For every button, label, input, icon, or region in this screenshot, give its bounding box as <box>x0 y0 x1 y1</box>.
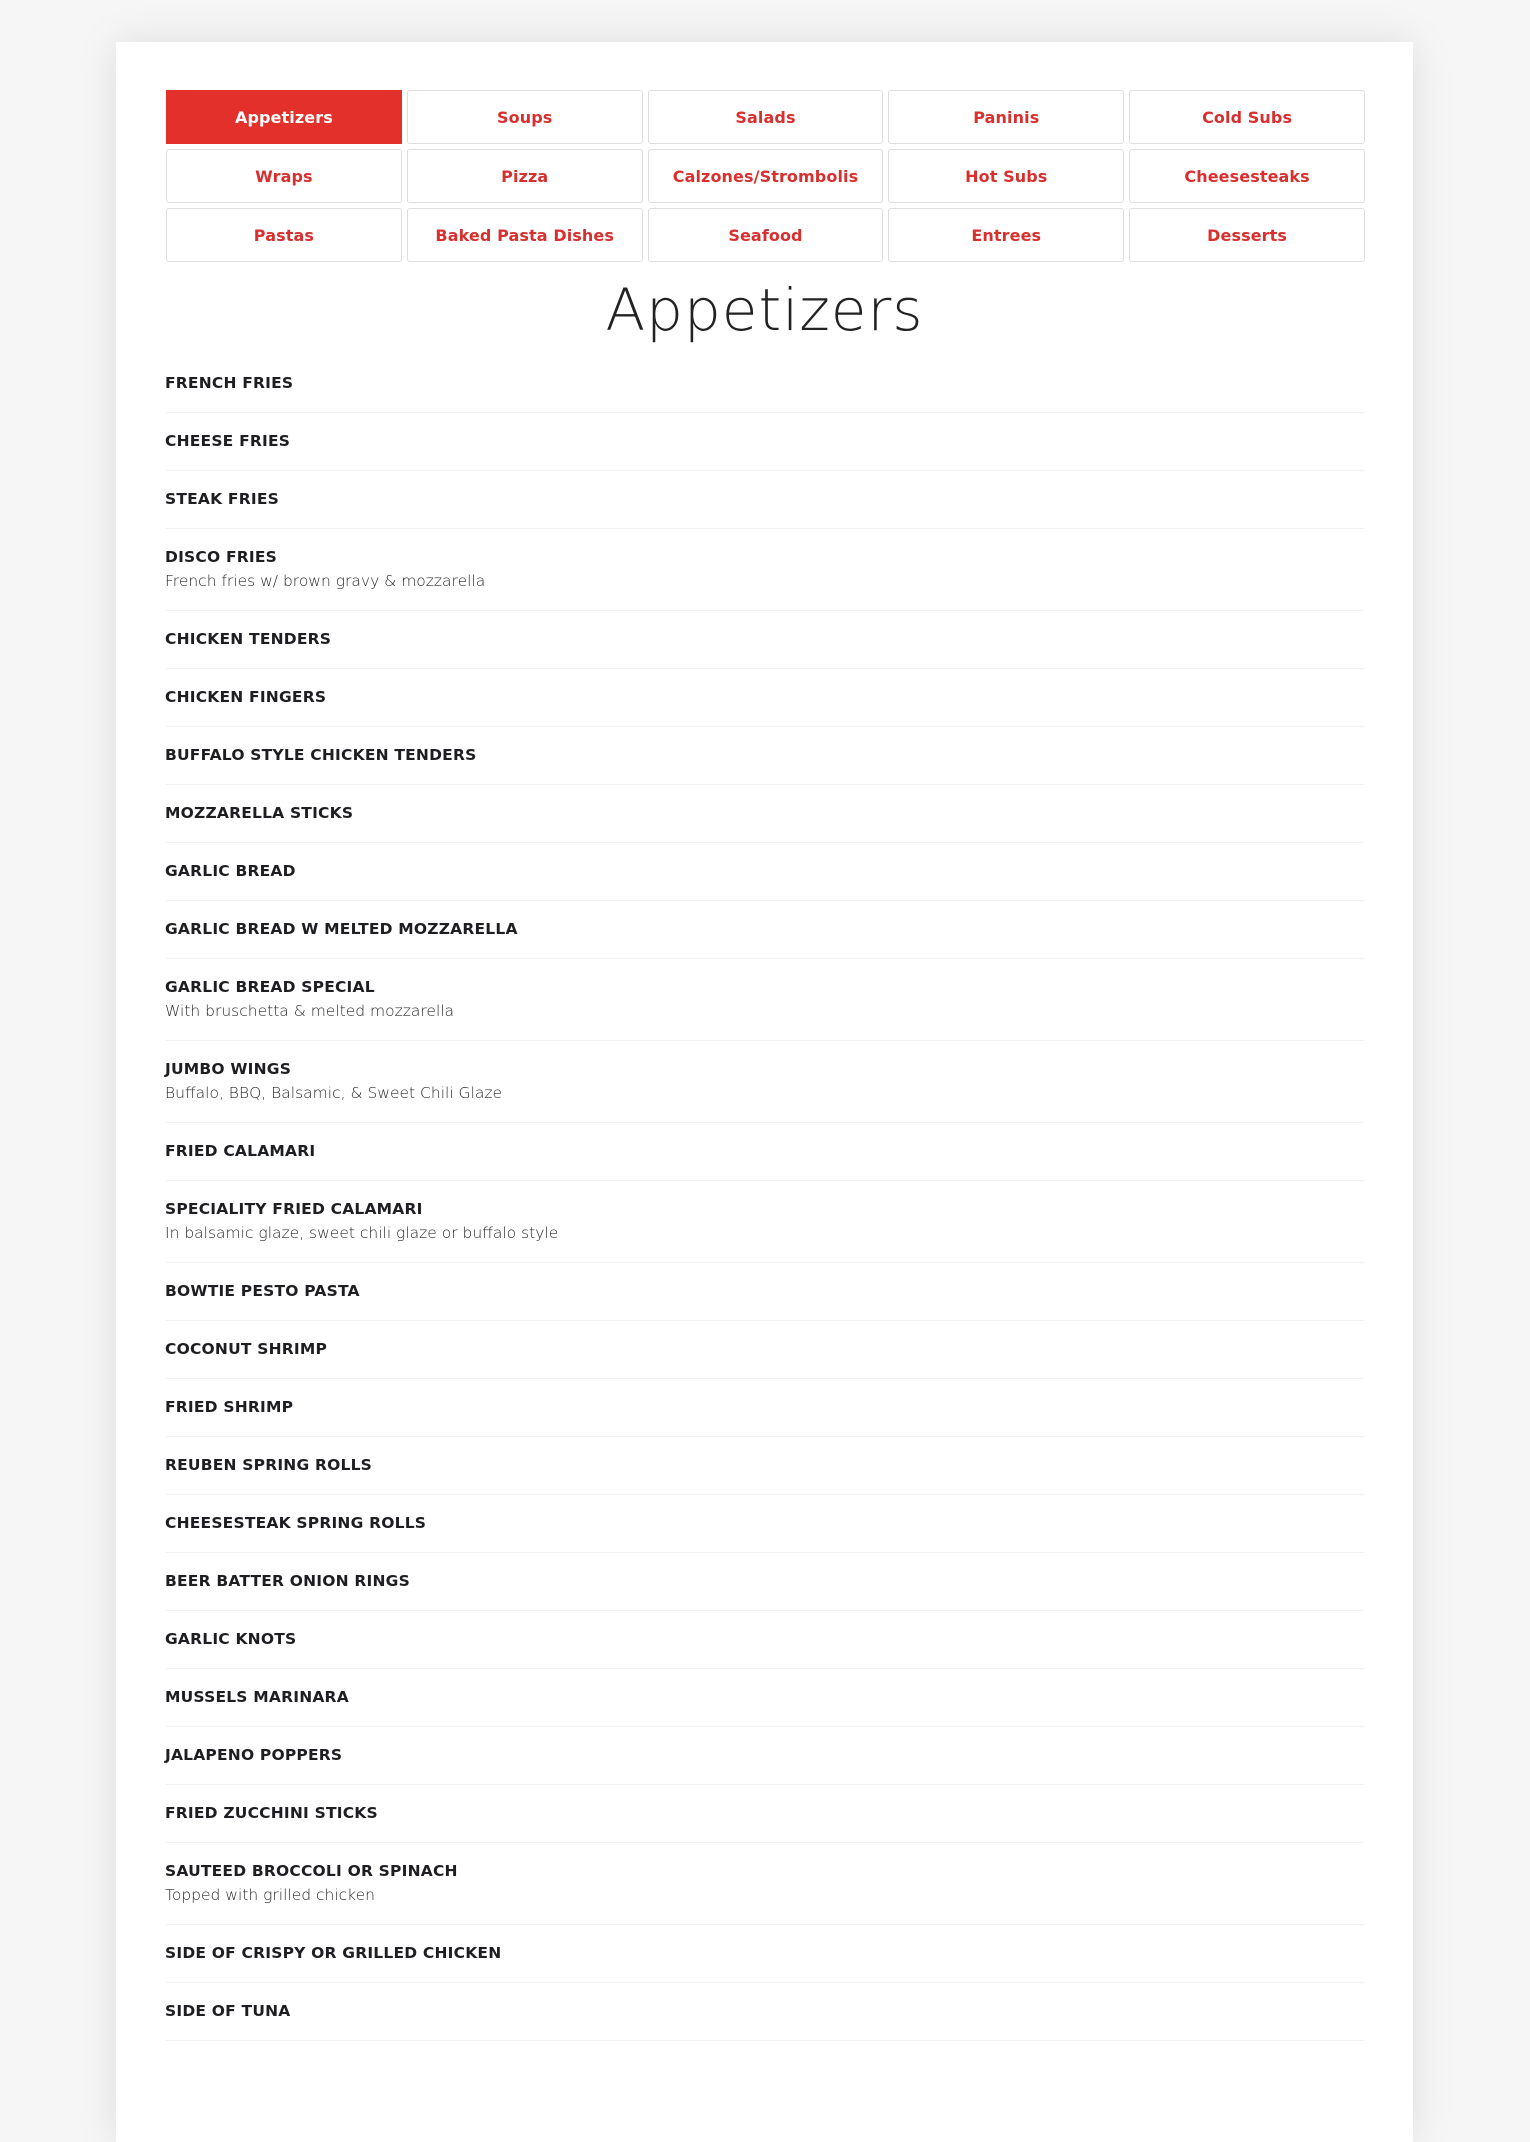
menu-item-description: With bruschetta & melted mozzarella <box>165 1002 455 1020</box>
menu-item-description: Buffalo, BBQ, Balsamic, & Sweet Chili Glaze <box>165 1084 503 1102</box>
menu-item <box>165 785 1364 843</box>
category-tab-entrees[interactable]: Entrees <box>888 208 1124 262</box>
menu-item <box>165 669 1364 727</box>
menu-item <box>165 1727 1364 1785</box>
section-title: Appetizers <box>605 276 924 344</box>
menu-item-name: CHICKEN TENDERS <box>165 630 332 648</box>
menu-item <box>165 529 1364 611</box>
menu-item-name: GARLIC BREAD W MELTED MOZZARELLA <box>165 920 518 938</box>
menu-item-name: GARLIC BREAD SPECIAL <box>165 978 375 996</box>
menu-item-description: French fries w/ brown gravy & mozzarella <box>165 572 486 590</box>
menu-item-description: Topped with grilled chicken <box>165 1886 375 1904</box>
menu-item-name: DISCO FRIES <box>165 548 277 566</box>
menu-item-name: JALAPENO POPPERS <box>165 1746 343 1764</box>
menu-item-name: GARLIC BREAD <box>165 862 296 880</box>
menu-item <box>165 727 1364 785</box>
category-tab-seafood[interactable]: Seafood <box>648 208 884 262</box>
menu-item <box>165 1123 1364 1181</box>
menu-item <box>165 1495 1364 1553</box>
category-tab-hot-subs[interactable]: Hot Subs <box>888 149 1124 203</box>
category-tab-cheesesteaks[interactable]: Cheesesteaks <box>1129 149 1365 203</box>
menu-item <box>165 355 1364 413</box>
menu-item <box>165 413 1364 471</box>
menu-item-name: REUBEN SPRING ROLLS <box>165 1456 373 1474</box>
menu-item-name: CHICKEN FINGERS <box>165 688 327 706</box>
menu-item-list <box>165 355 1364 2041</box>
menu-item-name: CHEESE FRIES <box>165 432 291 450</box>
menu-item <box>165 1041 1364 1123</box>
menu-item-name: SIDE OF CRISPY OR GRILLED CHICKEN <box>165 1944 502 1962</box>
category-tab-cold-subs[interactable]: Cold Subs <box>1129 90 1365 144</box>
menu-item-name: MUSSELS MARINARA <box>165 1688 349 1706</box>
menu-item-name: STEAK FRIES <box>165 490 279 508</box>
category-tab-salads[interactable]: Salads <box>648 90 884 144</box>
menu-item <box>165 901 1364 959</box>
menu-item <box>165 1379 1364 1437</box>
menu-item <box>165 1553 1364 1611</box>
category-tab-paninis[interactable]: Paninis <box>888 90 1124 144</box>
menu-item-name: SIDE OF TUNA <box>165 2002 291 2020</box>
category-tab-pastas[interactable]: Pastas <box>166 208 402 262</box>
menu-item-name: SPECIALITY FRIED CALAMARI <box>165 1200 423 1218</box>
menu-item-name: SAUTEED BROCCOLI OR SPINACH <box>165 1862 458 1880</box>
menu-item-name: COCONUT SHRIMP <box>165 1340 328 1358</box>
menu-item-description: In balsamic glaze, sweet chili glaze or buffalo style <box>165 1224 559 1242</box>
menu-item <box>165 471 1364 529</box>
menu-item <box>165 1437 1364 1495</box>
menu-item-name: FRENCH FRIES <box>165 374 294 392</box>
menu-item <box>165 959 1364 1041</box>
category-tab-desserts[interactable]: Desserts <box>1129 208 1365 262</box>
menu-item <box>165 1785 1364 1843</box>
menu-item-name: BUFFALO STYLE CHICKEN TENDERS <box>165 746 477 764</box>
menu-item <box>165 1669 1364 1727</box>
menu-item <box>165 611 1364 669</box>
menu-item-name: JUMBO WINGS <box>165 1060 292 1078</box>
menu-item <box>165 1611 1364 1669</box>
menu-item <box>165 1925 1364 1983</box>
menu-item <box>165 1983 1364 2041</box>
menu-item <box>165 1181 1364 1263</box>
menu-item-name: BOWTIE PESTO PASTA <box>165 1282 360 1300</box>
category-tab-calzones-strombolis[interactable]: Calzones/Strombolis <box>648 149 884 203</box>
menu-item-name: GARLIC KNOTS <box>165 1630 297 1648</box>
category-tab-pizza[interactable]: Pizza <box>407 149 643 203</box>
menu-item-name: BEER BATTER ONION RINGS <box>165 1572 410 1590</box>
menu-item-name: FRIED ZUCCHINI STICKS <box>165 1804 378 1822</box>
category-tab-baked-pasta-dishes[interactable]: Baked Pasta Dishes <box>407 208 643 262</box>
menu-item-name: FRIED CALAMARI <box>165 1142 316 1160</box>
menu-item <box>165 1263 1364 1321</box>
menu-item-name: CHEESESTEAK SPRING ROLLS <box>165 1514 427 1532</box>
category-tab-wraps[interactable]: Wraps <box>166 149 402 203</box>
category-tab-soups[interactable]: Soups <box>407 90 643 144</box>
menu-item-name: FRIED SHRIMP <box>165 1398 294 1416</box>
menu-item-name: MOZZARELLA STICKS <box>165 804 354 822</box>
category-tab-appetizers[interactable]: Appetizers <box>166 90 402 144</box>
menu-item <box>165 843 1364 901</box>
menu-card <box>116 42 1413 2142</box>
menu-item <box>165 1843 1364 1925</box>
category-nav <box>166 90 1365 262</box>
menu-item <box>165 1321 1364 1379</box>
